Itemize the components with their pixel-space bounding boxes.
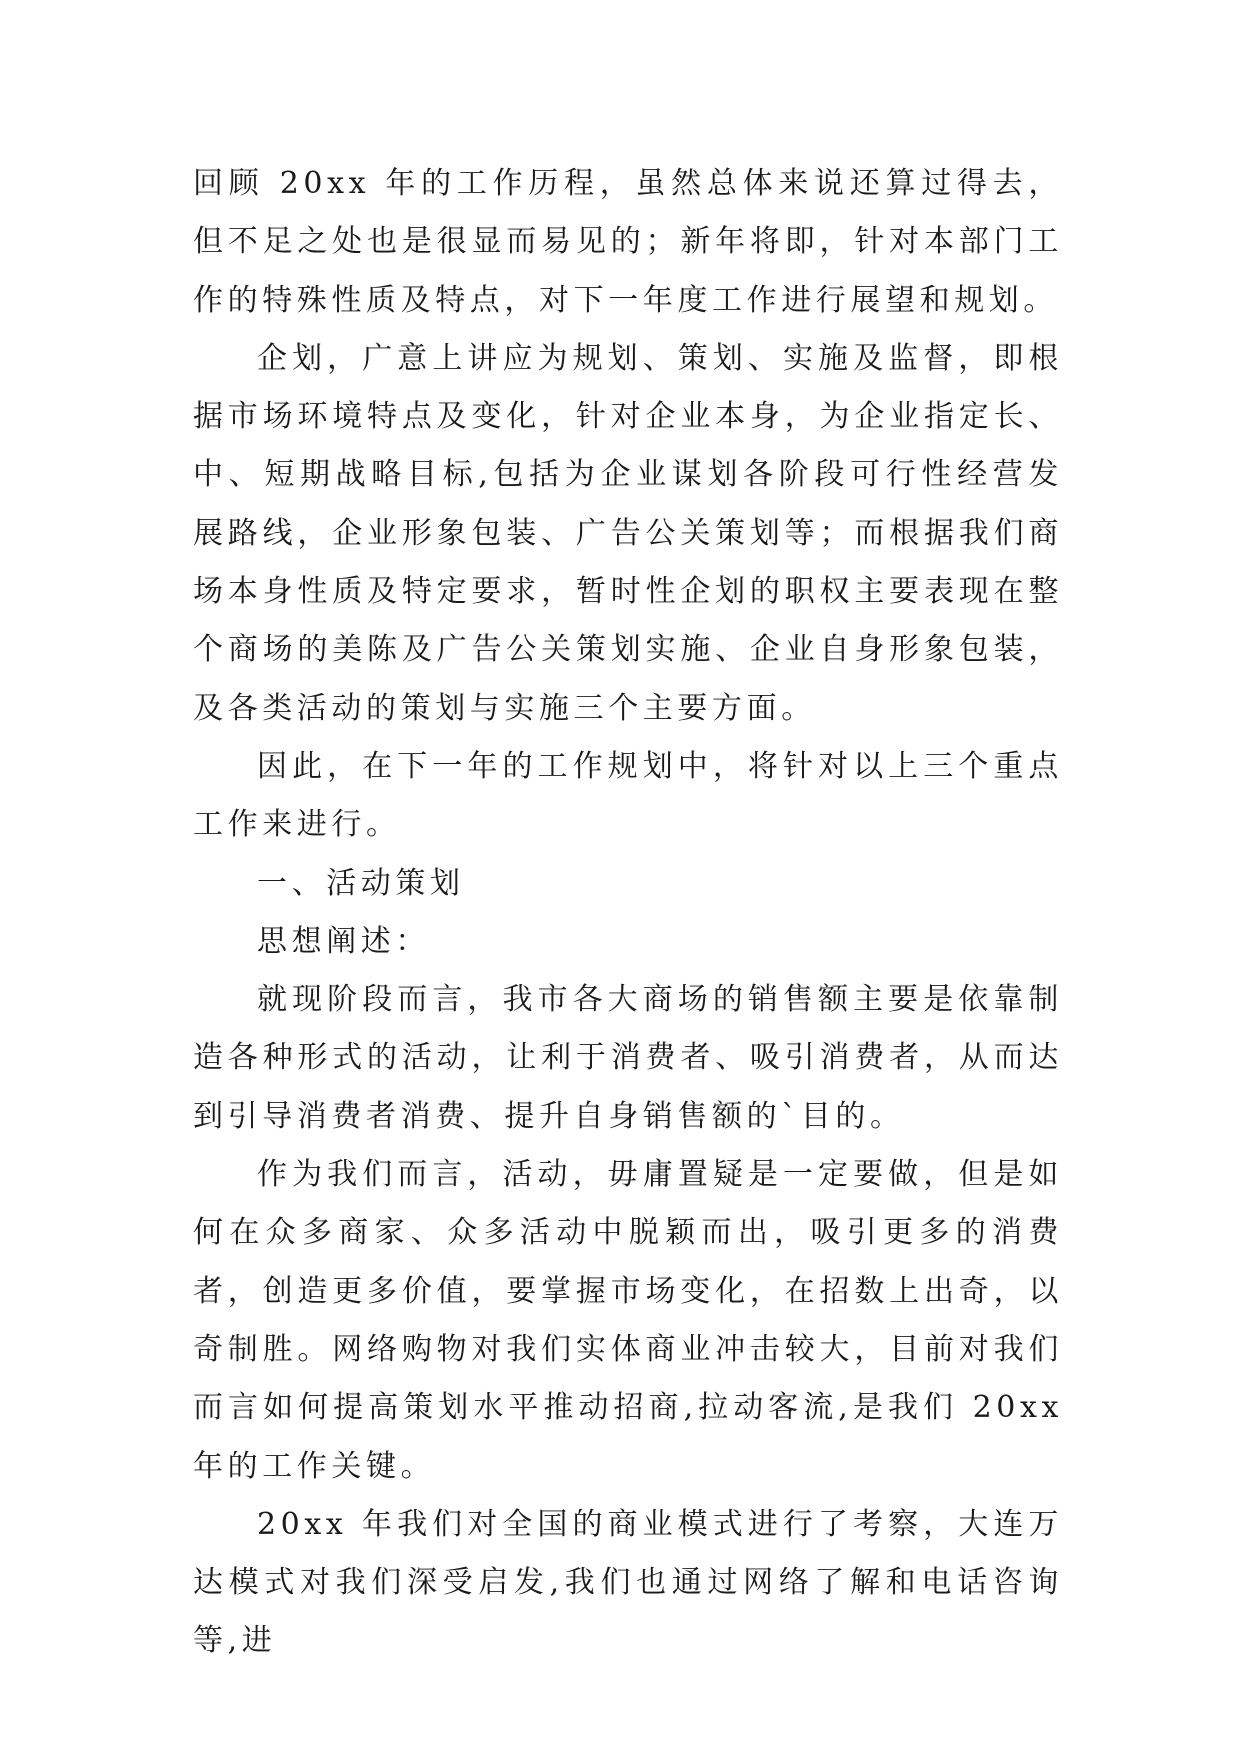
- paragraph-business-model: 20xx 年我们对全国的商业模式进行了考察，大连万达模式对我们深受启发,我们也通过网络了解和电话咨询等,进: [193, 1506, 1063, 1659]
- document-body: [193, 155, 1063, 1671]
- paragraph-work-focus: 因此，在下一年的工作规划中，将针对以上三个重点工作来进行。: [193, 748, 1063, 843]
- paragraph-current-stage: 就现阶段而言，我市各大商场的销售额主要是依靠制造各种形式的活动，让利于消费者、吸引消费者，从而达到引导消费者消费、提升自身销售额的`目的。: [193, 982, 1063, 1134]
- paragraph-review: 回顾 20xx 年的工作历程，虽然总体来说还算过得去，但不足之处也是很显而易见的；新年将即，针对本部门工作的特殊性质及特点，对下一年度工作进行展望和规划。: [193, 166, 1063, 318]
- paragraph-planning-definition: 企划，广意上讲应为规划、策划、实施及监督，即根据市场环境特点及变化，针对企业本身，为企业指定长、中、短期战略目标,包括为企业谋划各阶段可行性经营发展路线，企业形象包装、广告公关策划等；而根据我们商场本身性质及特定要求，暂时性企划的职权主要表现在整个商场的美陈及广告公关策划实施、企业自身形象包装，及各类活动的策划与实施三个主要方面。: [193, 340, 1063, 726]
- section-heading-activity-planning: 一、活动策划: [257, 865, 465, 901]
- subheading-idea-statement: 思想阐述：: [257, 923, 430, 959]
- paragraph-our-activities: 作为我们而言，活动，毋庸置疑是一定要做，但是如何在众多商家、众多活动中脱颖而出，吸引更多的消费者，创造更多价值，要掌握市场变化，在招数上出奇，以奇制胜。网络购物对我们实体商业冲击较大，目前对我们而言如何提高策划水平推动招商,拉动客流,是我们 20xx 年的工作关键。: [193, 1157, 1063, 1484]
